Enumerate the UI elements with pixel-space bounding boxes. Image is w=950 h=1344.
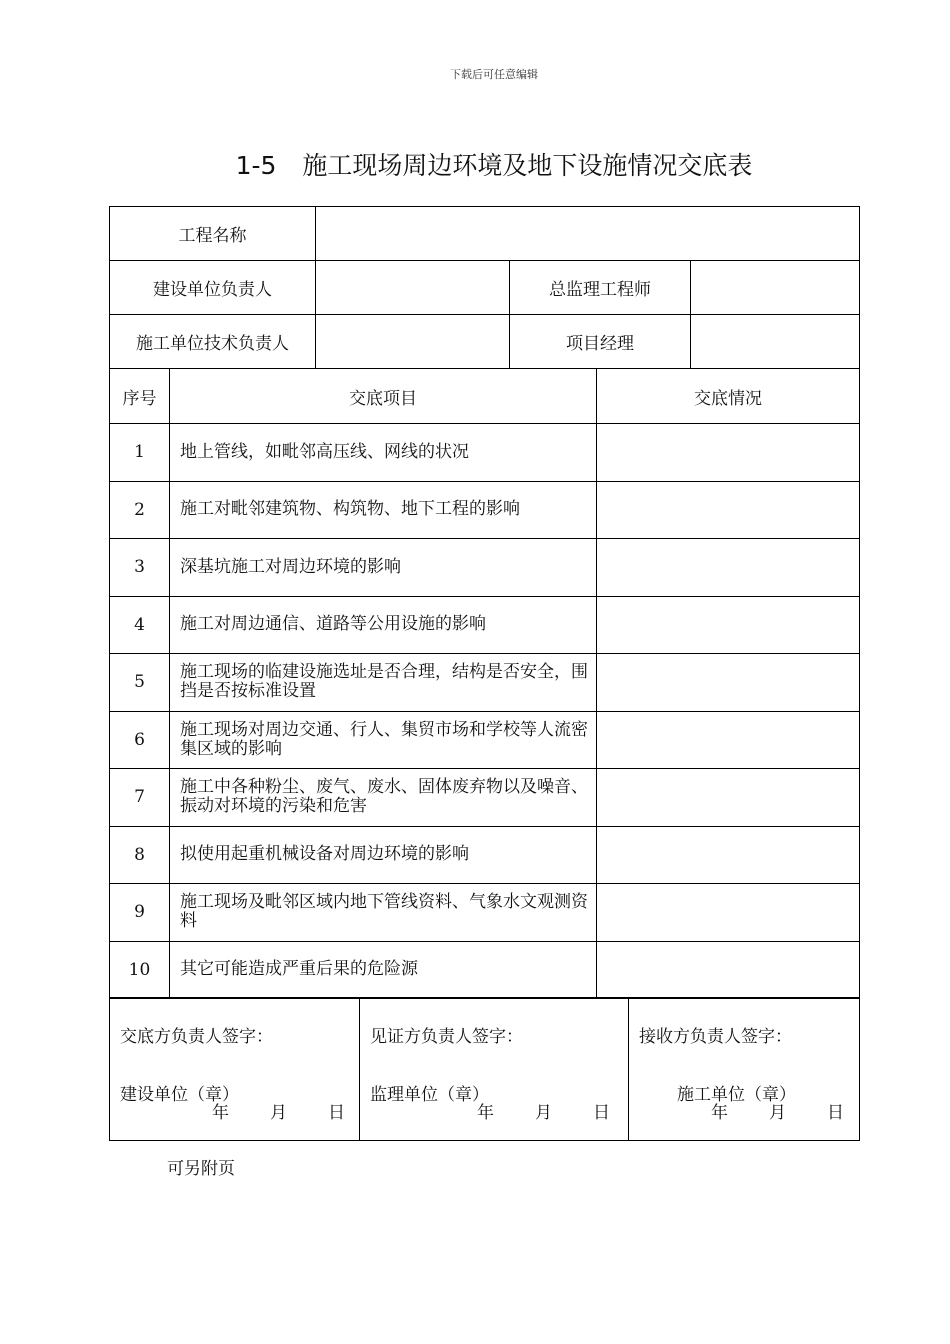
date-day: 日 <box>827 1103 844 1123</box>
date-year: 年 <box>477 1103 494 1123</box>
project-manager-field[interactable] <box>691 315 860 369</box>
date-day: 日 <box>328 1103 345 1123</box>
project-name-row <box>110 207 860 261</box>
title-text: 施工现场周边环境及地下设施情况交底表 <box>302 151 753 180</box>
contractor-tech-label: 施工单位技术负责人 <box>110 315 316 369</box>
row-no: 6 <box>110 711 170 769</box>
row-status-field[interactable] <box>597 596 860 654</box>
row-no: 8 <box>110 826 170 884</box>
chief-supervisor-field[interactable] <box>691 261 860 315</box>
row-item: 施工现场的临建设施选址是否合理，结构是否安全，围挡是否按标准设置 <box>170 654 597 712</box>
table-row <box>110 884 860 942</box>
row-status-field[interactable] <box>597 769 860 827</box>
row-status-field[interactable] <box>597 884 860 942</box>
row-status-field[interactable] <box>597 711 860 769</box>
header-item: 交底项目 <box>170 369 597 424</box>
discloser-unit-stamp: 建设单位（章） <box>120 1085 239 1105</box>
date-year: 年 <box>212 1103 229 1123</box>
row-status-field[interactable] <box>597 424 860 482</box>
owner-row <box>110 261 860 315</box>
receiver-signature-label: 接收方负责人签字： <box>639 1027 792 1047</box>
table-row <box>110 711 860 769</box>
row-status-field[interactable] <box>597 941 860 999</box>
project-info-table <box>109 206 860 369</box>
row-no: 10 <box>110 941 170 999</box>
page-title <box>0 146 950 182</box>
date-month: 月 <box>535 1103 552 1123</box>
row-item: 拟使用起重机械设备对周边环境的影响 <box>170 826 597 884</box>
chief-supervisor-label: 总监理工程师 <box>510 261 691 315</box>
row-item: 施工中各种粉尘、废气、废水、固体废弃物以及噪音、振动对环境的污染和危害 <box>170 769 597 827</box>
header-note: 下载后可任意编辑 <box>450 68 538 81</box>
receiver-signature-cell[interactable] <box>629 998 860 1141</box>
table-row <box>110 654 860 712</box>
project-manager-label: 项目经理 <box>510 315 691 369</box>
table-row <box>110 769 860 827</box>
row-no: 5 <box>110 654 170 712</box>
table-row <box>110 481 860 539</box>
witness-signature-label: 见证方负责人签字： <box>370 1027 523 1047</box>
table-row <box>110 596 860 654</box>
disclosure-items-table <box>109 368 860 999</box>
contractor-tech-field[interactable] <box>316 315 510 369</box>
date-day: 日 <box>593 1103 610 1123</box>
row-item: 施工现场及毗邻区域内地下管线资料、气象水文观测资料 <box>170 884 597 942</box>
signature-row <box>110 998 860 1141</box>
table-row <box>110 424 860 482</box>
row-no: 1 <box>110 424 170 482</box>
receiver-unit-stamp: 施工单位（章） <box>677 1085 796 1105</box>
row-status-field[interactable] <box>597 654 860 712</box>
table-row <box>110 539 860 597</box>
row-status-field[interactable] <box>597 481 860 539</box>
row-no: 3 <box>110 539 170 597</box>
date-month: 月 <box>270 1103 287 1123</box>
row-item: 深基坑施工对周边环境的影响 <box>170 539 597 597</box>
table-row <box>110 826 860 884</box>
project-name-field[interactable] <box>316 207 860 261</box>
footer-note: 可另附页 <box>167 1159 235 1179</box>
row-item: 地上管线，如毗邻高压线、网线的状况 <box>170 424 597 482</box>
table-header-row <box>110 369 860 424</box>
row-no: 2 <box>110 481 170 539</box>
date-year: 年 <box>711 1103 728 1123</box>
row-no: 4 <box>110 596 170 654</box>
owner-label: 建设单位负责人 <box>110 261 316 315</box>
title-number: 1-5 <box>235 151 277 180</box>
header-status: 交底情况 <box>597 369 860 424</box>
signature-table <box>109 997 860 1141</box>
witness-signature-cell[interactable] <box>360 998 629 1141</box>
witness-unit-stamp: 监理单位（章） <box>370 1085 489 1105</box>
row-status-field[interactable] <box>597 539 860 597</box>
table-row <box>110 941 860 999</box>
row-item: 其它可能造成严重后果的危险源 <box>170 941 597 999</box>
discloser-signature-label: 交底方负责人签字： <box>120 1027 273 1047</box>
owner-field[interactable] <box>316 261 510 315</box>
header-no: 序号 <box>110 369 170 424</box>
row-item: 施工对毗邻建筑物、构筑物、地下工程的影响 <box>170 481 597 539</box>
discloser-signature-cell[interactable] <box>110 998 360 1141</box>
row-item: 施工对周边通信、道路等公用设施的影响 <box>170 596 597 654</box>
date-month: 月 <box>769 1103 786 1123</box>
row-item: 施工现场对周边交通、行人、集贸市场和学校等人流密集区域的影响 <box>170 711 597 769</box>
row-no: 7 <box>110 769 170 827</box>
row-status-field[interactable] <box>597 826 860 884</box>
project-name-label: 工程名称 <box>110 207 316 261</box>
row-no: 9 <box>110 884 170 942</box>
contractor-row <box>110 315 860 369</box>
